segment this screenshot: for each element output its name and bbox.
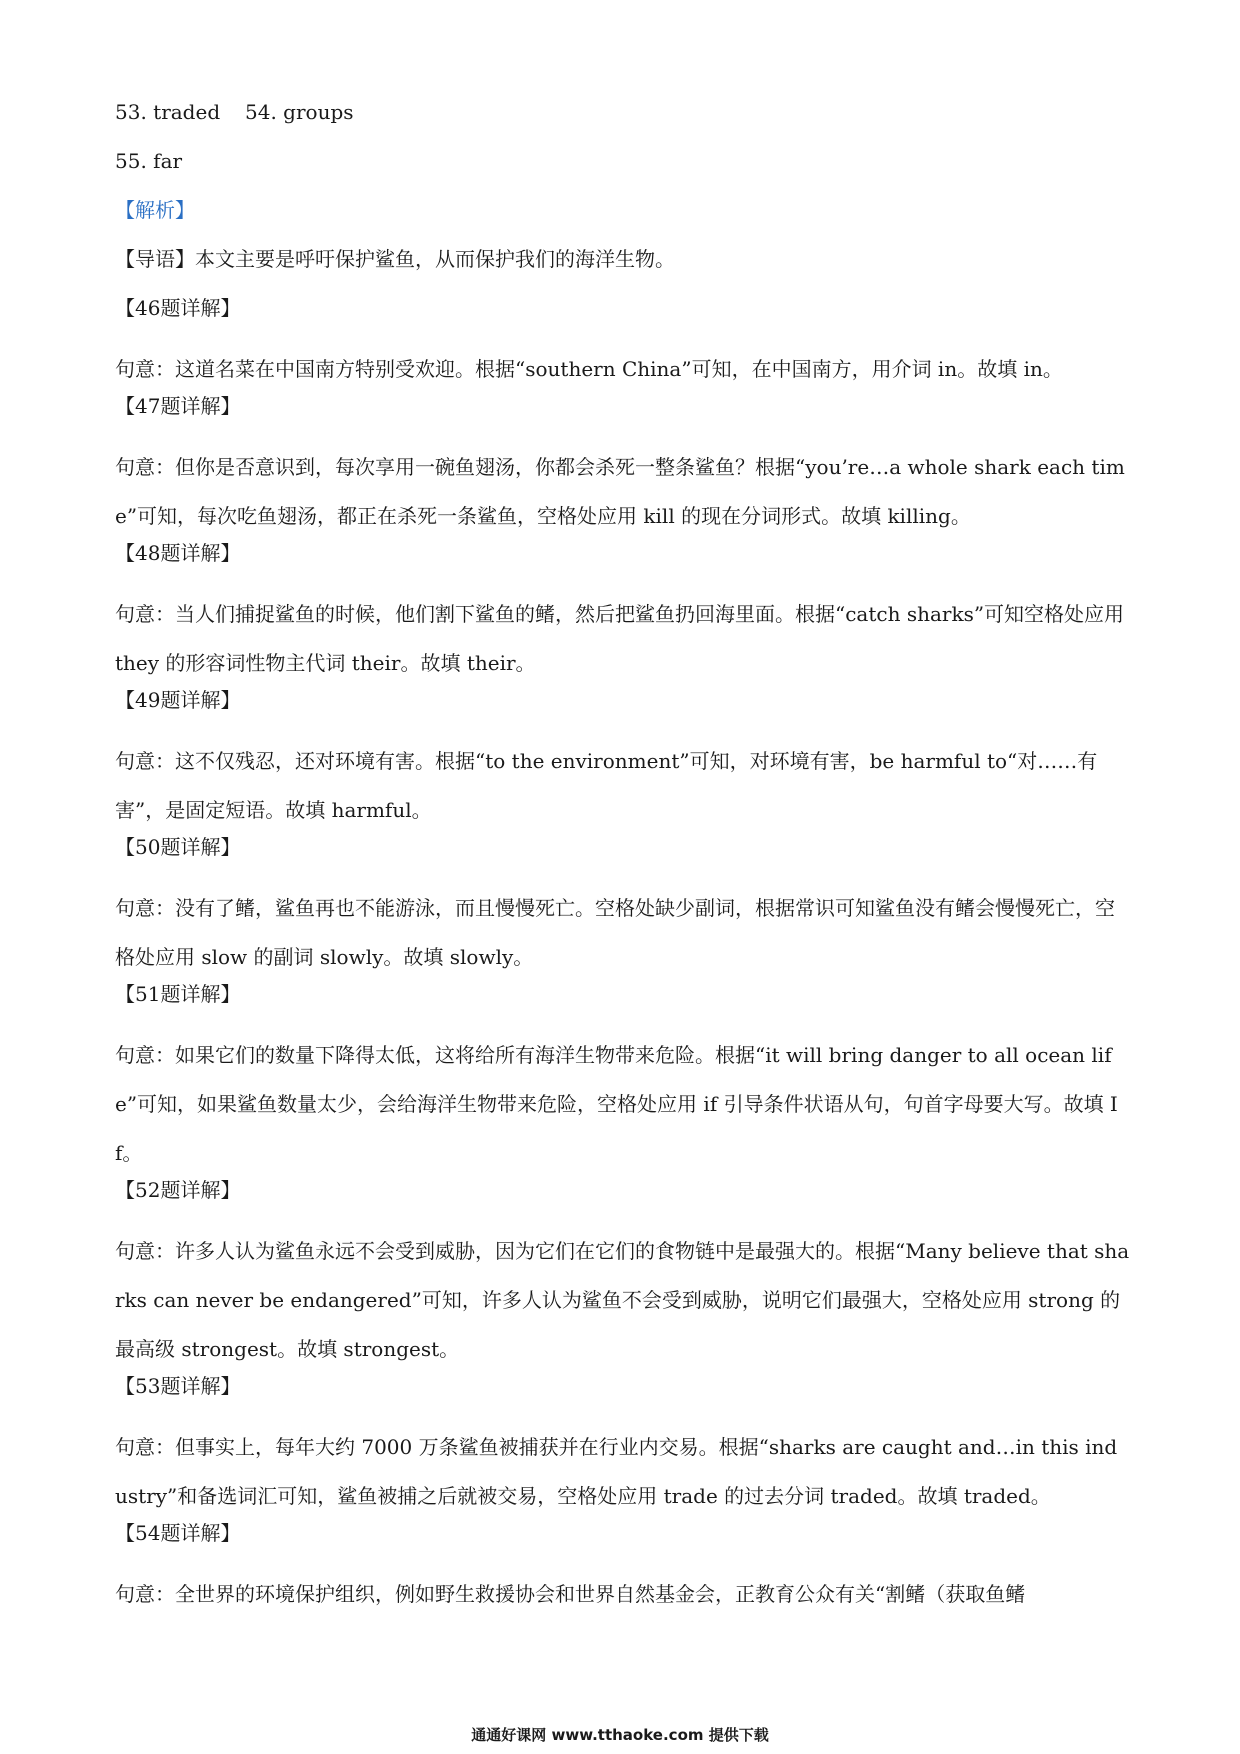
item-49-head: 【49题详解】	[115, 688, 241, 712]
answer-53: 53. traded	[115, 100, 221, 124]
item-52-text: 句意：许多人认为鲨鱼永远不会受到威胁，因为它们在它们的食物链中是最强大的。根据“Many believe that sharks can never be endangered”可知，许多人认为鲨鱼不会受到威胁，说明它们最强大，空格处应用 strong 的最高级 strongest。故填 strongest。	[115, 1239, 1130, 1361]
item-47-text: 句意：但你是否意识到，每次享用一碗鱼翅汤，你都会杀死一整条鲨鱼？根据“you’re…a whole shark each time”可知，每次吃鱼翅汤，都正在杀死一条鲨鱼，空格处应用 kill 的现在分词形式。故填 killing。	[115, 455, 1125, 528]
item-50-head: 【50题详解】	[115, 835, 241, 859]
item-53-head: 【53题详解】	[115, 1374, 241, 1398]
intro-text: 【导语】本文主要是呼吁保护鲨鱼，从而保护我们的海洋生物。	[115, 247, 675, 271]
answers-row	[115, 100, 1130, 149]
item-52-head: 【52题详解】	[115, 1178, 241, 1202]
answer-55: 55. far	[115, 149, 183, 173]
item-48-head: 【48题详解】	[115, 541, 241, 565]
item-50-text: 句意：没有了鳍，鲨鱼再也不能游泳，而且慢慢死亡。空格处缺少副词，根据常识可知鲨鱼没有鳍会慢慢死亡，空格处应用 slow 的副词 slowly。故填 slowly。	[115, 896, 1115, 969]
answer-54: 54. groups	[245, 100, 354, 124]
item-47-head: 【47题详解】	[115, 394, 241, 418]
footer-source: 通通好课网 www.tthaoke.com 提供下载	[471, 1726, 769, 1744]
item-51-text: 句意：如果它们的数量下降得太低，这将给所有海洋生物带来危险。根据“it will bring danger to all ocean life”可知，如果鲨鱼数量太少，会给海洋生物带来危险，空格处应用 if 引导条件状语从句，句首字母要大写。故填 If。	[115, 1043, 1118, 1165]
jiexi-label: 【解析】	[115, 198, 195, 222]
item-54-text: 句意：全世界的环境保护组织，例如野生救援协会和世界自然基金会，正教育公众有关“割鳍（获取鱼鳍	[115, 1582, 1026, 1606]
item-46-text: 句意：这道名菜在中国南方特别受欢迎。根据“southern China”可知，在中国南方，用介词 in。故填 in。	[115, 357, 1063, 381]
item-51-head: 【51题详解】	[115, 982, 241, 1006]
item-49-text: 句意：这不仅残忍，还对环境有害。根据“to the environment”可知，对环境有害，be harmful to“对……有害”，是固定短语。故填 harmful。	[115, 749, 1098, 822]
item-46-head: 【46题详解】	[115, 296, 241, 320]
item-53-text: 句意：但事实上，每年大约 7000 万条鲨鱼被捕获并在行业内交易。根据“sharks are caught and…in this industry”和备选词汇可知，鲨鱼被捕之后就被交易，空格处应用 trade 的过去分词 traded。故填 traded。	[115, 1435, 1118, 1508]
item-54-head: 【54题详解】	[115, 1521, 241, 1545]
item-48-text: 句意：当人们捕捉鲨鱼的时候，他们割下鲨鱼的鳍，然后把鲨鱼扔回海里面。根据“catch sharks”可知空格处应用 they 的形容词性物主代词 their。故填 their。	[115, 602, 1125, 675]
document-body	[115, 100, 1130, 1619]
